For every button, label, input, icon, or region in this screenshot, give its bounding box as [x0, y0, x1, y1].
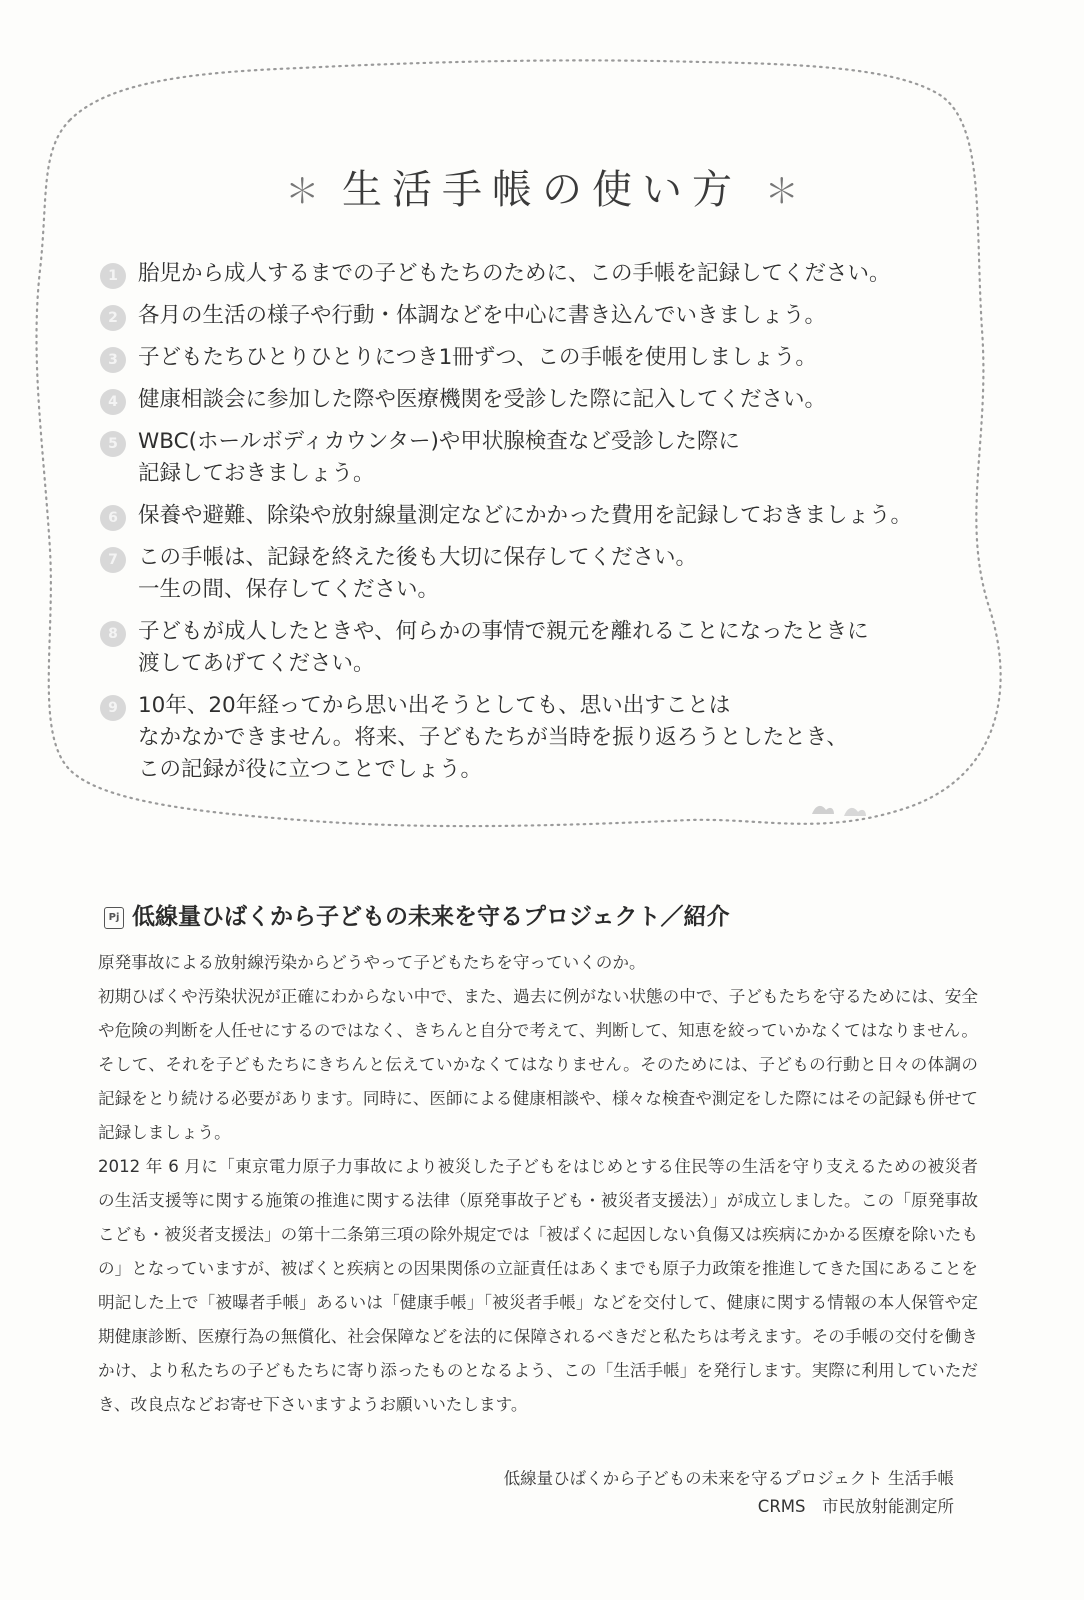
- title-text: 生活手帳の使い方: [342, 167, 742, 213]
- number-badge: 9: [100, 695, 126, 721]
- list-item: 9 10年、20年経ってから思い出そうとしても、思い出すことは なかなかできません。将来、子どもたちが当時を振り返ろうとしたとき、 この記録が役に立つことでしょう。: [100, 690, 960, 786]
- number-badge: 8: [100, 621, 126, 647]
- list-item: 8 子どもが成人したときや、何らかの事情で親元を離れることになったときに 渡してあげてください。: [100, 616, 960, 680]
- footer-credit: [504, 1465, 954, 1521]
- asterisk-icon: ＊: [285, 172, 320, 212]
- instruction-list: [100, 258, 960, 786]
- paragraph: 初期ひばくや汚染状況が正確にわからない中で、また、過去に例がない状態の中で、子どもたちを守るためには、安全や危険の判断を人任せにするのではなく、きちんと自分で考えて、判断して、知恵を絞っていかなくてはなりません。そして、それを子どもたちにきちんと伝えていかなくてはなりません。そのためには、子どもの行動と日々の体調の記録をとり続ける必要があります。同時に、医師による健康相談や、様々な検査や測定をした際にはその記録も併せて記録しましょう。: [98, 987, 978, 1142]
- number-badge: 4: [100, 389, 126, 415]
- number-badge: 3: [100, 347, 126, 373]
- paragraph: 2012 年 6 月に「東京電力原子力事故により被災した子どもをはじめとする住民等の生活を守り支えるための被災者の生活支援等に関する施策の推進に関する法律（原発事故子ども・被災者支援法）」が成立しました。この「原発事故こども・被災者支援法」の第十二条第三項の除外規定では「被ばくに起因しない負傷又は疾病にかかる医療を除いたもの」となっていますが、被ばくと疾病との因果関係の立証責任はあくまでも原子力政策を推進してきた国にあることを明記した上で「被曝者手帳」あるいは「健康手帳」「被災者手帳」などを交付して、健康に関する情報の本人保管や定期健康診断、医療行為の無償化、社会保障などを法的に保障されるべきだと私たちは考えます。その手帳の交付を働きかけ、より私たちの子どもたちに寄り添ったものとなるよう、この「生活手帳」を発行します。実際に利用していただき、改良点などお寄せ下さいますようお願いいたします。: [98, 1157, 978, 1414]
- project-icon: Pj: [104, 907, 124, 929]
- list-item: 7 この手帳は、記録を終えた後も大切に保存してください。 一生の間、保存してください。: [100, 542, 960, 606]
- page-title: [0, 158, 1084, 215]
- number-badge: 1: [100, 263, 126, 289]
- asterisk-icon: ＊: [764, 172, 799, 212]
- section-heading-text: 低線量ひばくから子どもの未来を守るプロジェクト／紹介: [132, 904, 730, 930]
- number-badge: 2: [100, 305, 126, 331]
- footer-line: CRMS 市民放射能測定所: [757, 1497, 954, 1516]
- number-badge: 7: [100, 547, 126, 573]
- section-body: [98, 946, 978, 1422]
- section-heading: [104, 898, 1004, 931]
- footer-line: 低線量ひばくから子どもの未来を守るプロジェクト 生活手帳: [503, 1469, 954, 1488]
- list-item: 2 各月の生活の様子や行動・体調などを中心に書き込んでいきましょう。: [100, 300, 960, 332]
- list-item: 6 保養や避難、除染や放射線量測定などにかかった費用を記録しておきましょう。: [100, 500, 960, 532]
- list-item: 1 胎児から成人するまでの子どもたちのために、この手帳を記録してください。: [100, 258, 960, 290]
- number-badge: 5: [100, 431, 126, 457]
- number-badge: 6: [100, 505, 126, 531]
- bird-icon: [808, 796, 868, 820]
- paragraph: 原発事故による放射線汚染からどうやって子どもたちを守っていくのか。: [98, 953, 646, 972]
- list-item: 3 子どもたちひとりひとりにつき1冊ずつ、この手帳を使用しましょう。: [100, 342, 960, 374]
- list-item: 4 健康相談会に参加した際や医療機関を受診した際に記入してください。: [100, 384, 960, 416]
- list-item: 5 WBC(ホールボディカウンター)や甲状腺検査など受診した際に 記録しておきましょう。: [100, 426, 960, 490]
